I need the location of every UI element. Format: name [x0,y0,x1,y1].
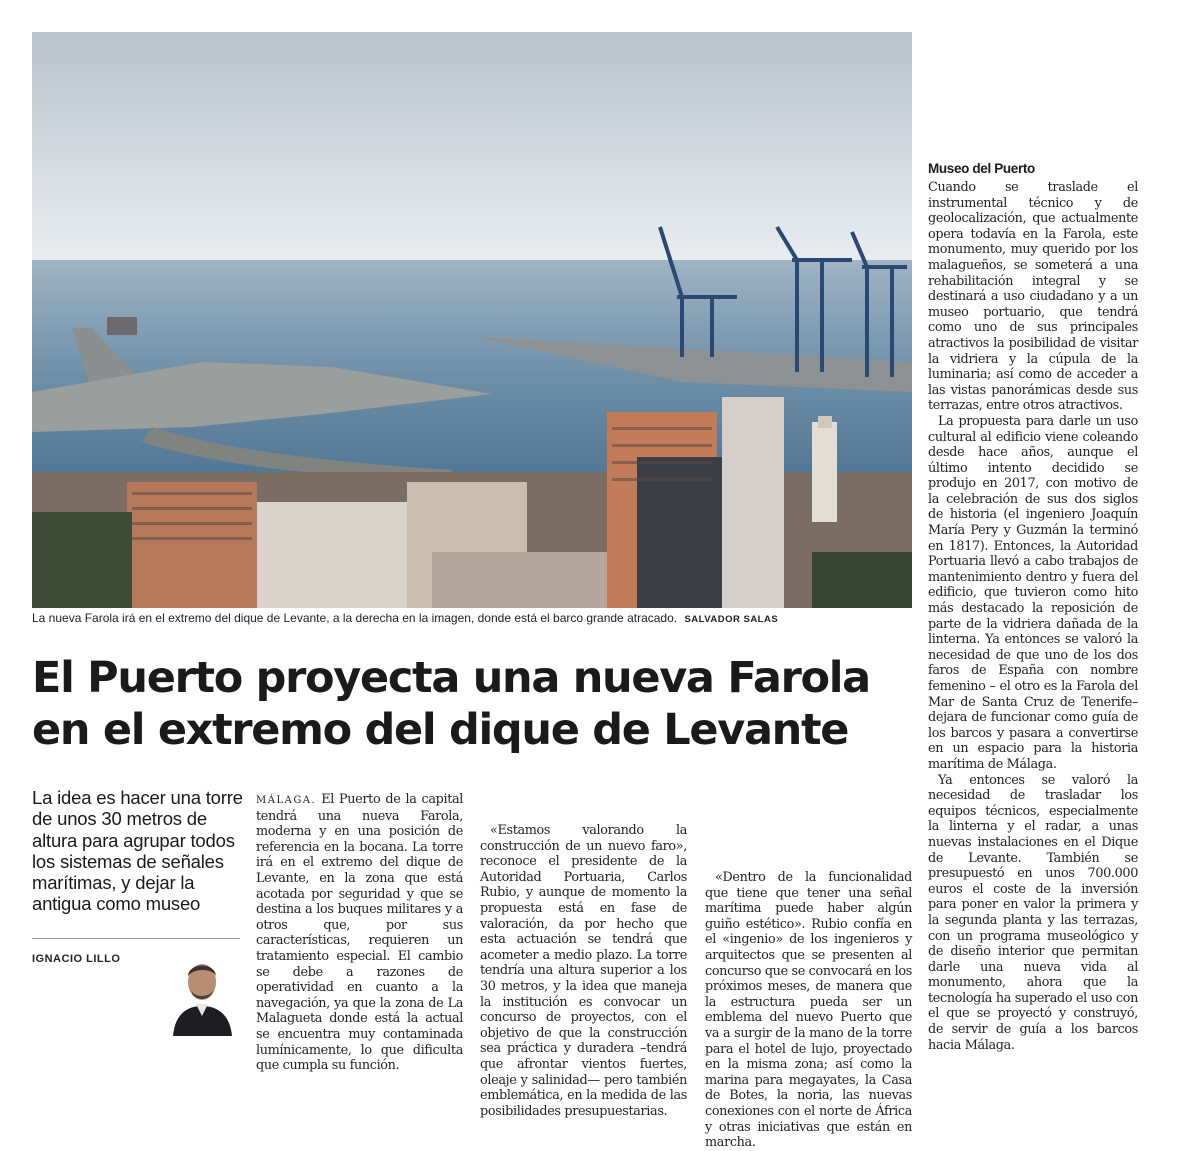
divider [32,938,240,939]
body-column-2 [480,792,687,1119]
section-subhead: Museo del Puerto [928,161,1035,176]
author-byline: IGNACIO LILLO [32,953,121,965]
caption-text: La nueva Farola irá en el extremo del dique de Levante, a la derecha en la imagen, donde está el barco grande atracado. [32,611,678,625]
author-avatar [165,946,240,1036]
body-column-1 [256,792,463,1074]
author-photo [165,946,240,1036]
body-paragraph-1: El Puerto de la capital tendrá una nueva Farola, moderna y en una posición de referencia en la bocana. La torre irá en el extremo del dique de Levante, en la zona que está acotada por seguridad y que se destina a los buques militares y a otros que, por sus características, requieren un tratamiento especial. El cambio se debe a razones de operatividad en cuanto a la navegación, ya que la zona de La Malagueta donde está la actual se encuentra muy contaminada lumínicamente, lo que dificulta que cumpla su función. [256,792,464,1074]
body-paragraph-5: La propuesta para darle un uso cultural al edificio viene coleando desde hace años, aunque el último intento decidido se produjo en 2017, con motivo de la celebración de sus dos siglos de historia (el ingeniero Joaquín María Pery y Guzmán la terminó en 1817). Entonces, la Autoridad Portuaria llevó a cabo trabajos de mantenimiento dentro y fuera del edificio, que tuvieron como hito más destacado la reposición de parte de la vidriera dañada de la linterna. Ya entonces se valoró la necesidad de que uno de los dos faros de España con nombre femenino – el otro es la Farola del Mar de Santa Cruz de Tenerife– dejara de funcionar como guía de los barcos y pasara a convertirse en un espacio para la historia marítima de Málaga. [928,413,1138,772]
photo-caption [32,611,912,625]
body-paragraph-3: «Dentro de la funcionalidad que tiene que tener una señal marítima puede haber algún guiño estético». Rubio confía en el «ingenio» de los ingenieros y arquitectos que se presenten al concurso que se convocará en los próximos meses, de manera que la estructura pueda ser un emblema del nuevo Puerto que va a surgir de la mano de la torre para el hotel de lujo, proyectado en la misma zona; así como la marina para megayates, la Casa de Botes, la noria, las nuevas conexiones con el norte de África y otras iniciativas que están en marcha. [705,870,912,1151]
body-column-3 [705,792,912,1151]
body-column-4 [928,36,1138,1053]
port-panorama-image [32,32,912,608]
headline-line-2: en el extremo del dique de Levante [32,705,849,755]
dateline: MÁLAGA. [256,795,317,806]
body-paragraph-6: Ya entonces se valoró la necesidad de trasladar los equipos técnicos, especialmente la linterna y el radar, a unas nuevas instalaciones en el Dique de Levante. También se presupuestó en unos 700.000 euros el coste de la inversión para poner en valor la primera y la segunda planta y las terrazas, con un programa museológico y de diseño interior que permitan darle una nueva vida al monumento, ahora que la tecnología ha superado el uso con el que se proyectó y construyó, de servir de guía a los barcos hacia Málaga. [928,772,1138,1053]
article-photo [32,32,912,608]
article-deck: La idea es hacer una torre de unos 30 metros de altura para agrupar todos los sistemas de señales marítimas, y dejar la antigua como museo [32,787,243,915]
photo-credit: SALVADOR SALAS [684,614,779,625]
headline-line-1: El Puerto proyecta una nueva Farola [32,653,870,703]
article-headline [32,652,912,756]
body-paragraph-2: «Estamos valorando la construcción de un nuevo faro», reconoce el presidente de la Autoridad Portuaria, Carlos Rubio, y aunque de momento la propuesta está en fase de valoración, da por hecho que esta actuación se tendrá que acometer a medio plazo. La torre tendría una altura superior a los 30 metros, y la idea que maneja la institución es convocar un concurso de proyectos, con el objetivo de que la construcción sea práctica y duradera –tendrá que afrontar vientos fuertes, oleaje y salinidad— pero también emblemática, en la medida de las posibilidades presupuestarias. [480,823,687,1119]
body-paragraph-4: Cuando se traslade el instrumental técnico y de geolocalización, que actualmente opera todavía en la Farola, este monumento, muy querido por los malagueños, se someterá a una rehabilitación integral y se destinará a uso ciudadano y a un museo portuario, que tendrá como uno de sus principales atractivos la posibilidad de visitar la vidriera y la cúpula de la luminaria; así como de acceder a las vistas panorámicas desde sus terrazas, entre otros atractivos. [928,180,1138,414]
